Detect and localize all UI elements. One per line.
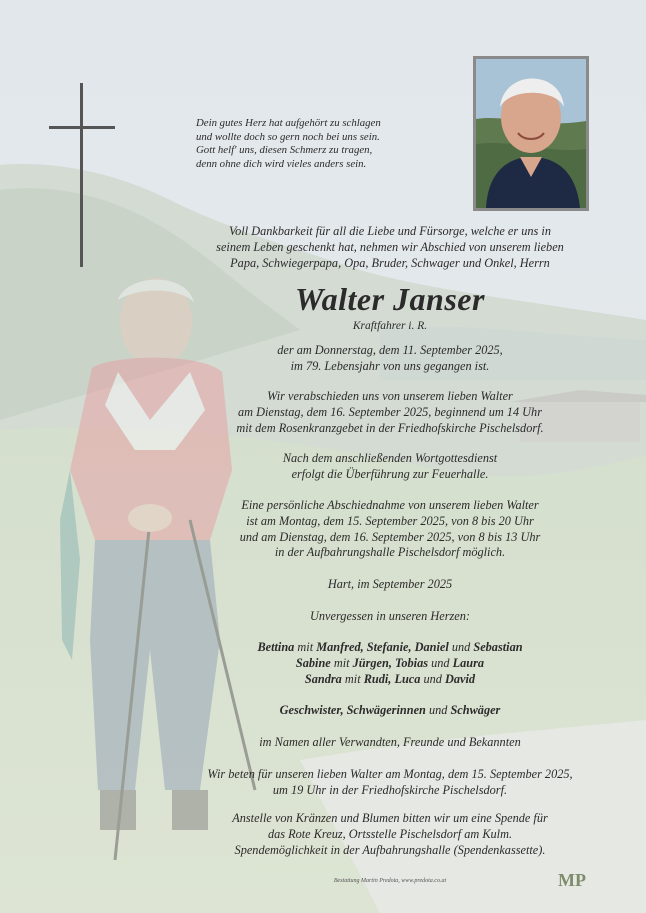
service-line: Nach dem anschließenden Wortgottesdienst (282, 451, 498, 465)
farewell-line: mit dem Rosenkranzgebet in der Friedhofskirche Pischelsdorf. (236, 420, 544, 435)
prayer-info (160, 767, 620, 799)
viewing-line: in der Aufbahrungshalle Pischelsdorf möglich. (274, 545, 506, 560)
intro-line: Voll Dankbarkeit für all die Liebe und Fürsorge, welche er uns in (229, 224, 551, 238)
death-line: der am Donnerstag, dem 11. September 2025, (277, 343, 503, 357)
quote-line: und wollte doch so gern noch bei uns sein. (196, 130, 380, 143)
farewell-line: Wir verabschieden uns von unserem lieben Walter (267, 389, 513, 403)
memorial-quote (196, 117, 436, 171)
relatives-line: im Namen aller Verwandten, Freunde und Bekannten (259, 735, 521, 749)
deceased-name: Walter Janser (295, 281, 485, 317)
donation-line: Anstelle von Kränzen und Blumen bitten wir um eine Spende für (232, 811, 548, 825)
portrait-photo (473, 56, 589, 211)
viewing-info (160, 498, 620, 561)
farewell-info (160, 389, 620, 436)
viewing-line: und am Dienstag, dem 16. September 2025, von 8 bis 13 Uhr (239, 529, 541, 544)
quote-line: Dein gutes Herz hat aufgehört zu schlagen (196, 117, 381, 129)
prayer-line: um 19 Uhr in der Friedhofskirche Pischelsdorf. (272, 782, 508, 797)
family-line: Sabine mit Jürgen, Tobias und Laura (295, 655, 485, 670)
donation-line: das Rote Kreuz, Ortsstelle Pischelsdorf am Kulm. (267, 826, 513, 841)
logo-text: MP (558, 870, 586, 890)
intro-line: seinem Leben geschenkt hat, nehmen wir Abschied von unserem lieben (216, 239, 564, 254)
quote-line: Gott helf' uns, diesen Schmerz zu tragen, (196, 144, 373, 157)
donation-line: Spendemöglichkeit in der Aufbahrungshalle (Spendenkassette). (234, 842, 546, 857)
family-line: Sandra mit Rudi, Luca und David (304, 671, 476, 686)
unforgotten-heading: Unvergessen in unseren Herzen: (310, 609, 470, 623)
cross-icon (49, 83, 115, 267)
service-line: erfolgt die Überführung zur Feuerhalle. (291, 466, 489, 481)
place-date: Hart, im September 2025 (327, 577, 453, 591)
funeral-home-credit: Bestattung Martin Predota, www.predota.co.at (333, 878, 447, 884)
family-line: Bettina mit Manfred, Stefanie, Daniel und Sebastian (257, 640, 523, 654)
prayer-line: Wir beten für unseren lieben Walter am Montag, dem 15. September 2025, (207, 767, 573, 781)
siblings-line: Geschwister, Schwägerinnen und Schwäger (279, 703, 501, 717)
service-info (160, 451, 620, 483)
family-list (160, 640, 620, 687)
funeral-home-logo (558, 870, 610, 894)
occupation: Kraftfahrer i. R. (352, 320, 428, 332)
death-info (160, 343, 620, 375)
viewing-line: Eine persönliche Abschiednahme von unserem lieben Walter (241, 498, 539, 512)
viewing-line: ist am Montag, dem 15. September 2025, von 8 bis 20 Uhr (246, 513, 534, 528)
quote-line: denn ohne dich wird vieles anders sein. (196, 157, 367, 170)
death-line: im 79. Lebensjahr von uns gegangen ist. (290, 358, 490, 373)
farewell-line: am Dienstag, dem 16. September 2025, beginnend um 14 Uhr (238, 404, 542, 419)
intro-line: Papa, Schwiegerpapa, Opa, Bruder, Schwager und Onkel, Herrn (230, 255, 550, 270)
donation-info (160, 811, 620, 858)
intro-text (160, 224, 620, 271)
